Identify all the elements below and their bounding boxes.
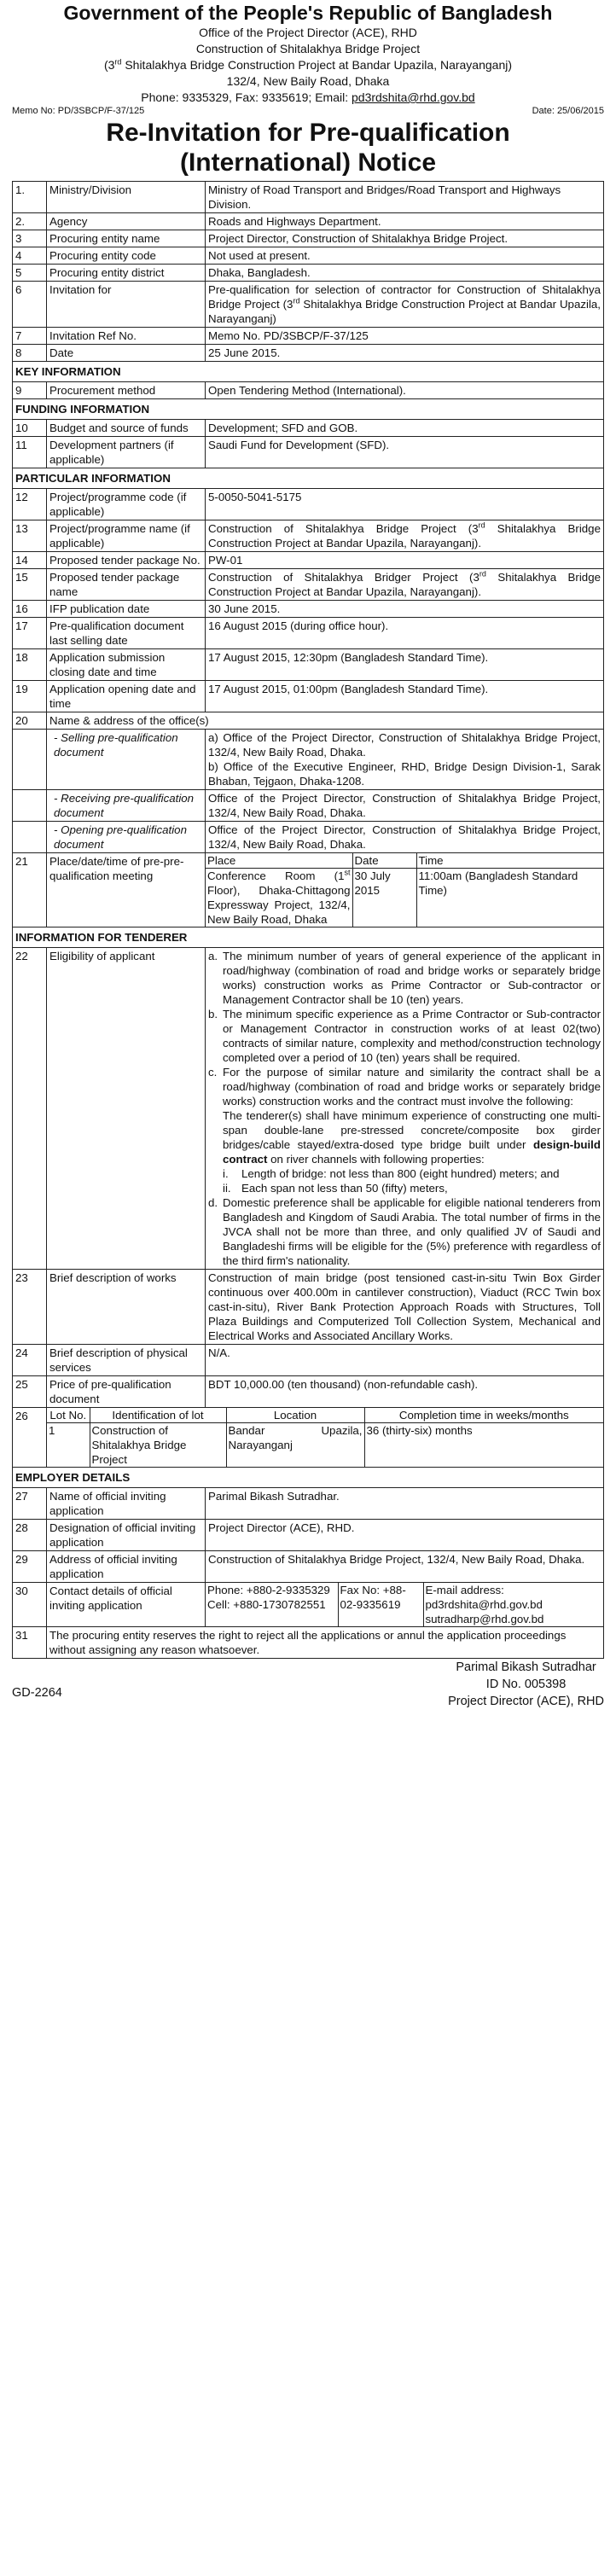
row-value: Construction of Shitalakhya Bridge Project, 132/4, New Baily Road, Dhaka.: [206, 1551, 604, 1583]
value-pre: Construction of Shitalakhya Bridger Project (3: [208, 571, 479, 584]
lot-table: [47, 1408, 603, 1467]
office-line: Office of the Project Director (ACE), RHD: [199, 26, 417, 39]
email-label: E-mail address:: [425, 1584, 504, 1596]
contact-phone: [206, 1583, 338, 1626]
signatory-id: ID No. 005398: [485, 1678, 567, 1691]
table-row: [13, 213, 604, 230]
title-line-1: Re-Invitation for Pre-qualification: [106, 119, 510, 147]
table-row: [13, 790, 604, 822]
row-label: Date: [47, 345, 206, 362]
table-row: [13, 601, 604, 618]
place-sup: st: [344, 868, 351, 877]
table-row: [13, 1376, 604, 1408]
row-label: Price of pre-qualification document: [47, 1376, 206, 1408]
memo-number: Memo No: PD/3SBCP/F-37/125: [12, 106, 145, 116]
row-value: 17 August 2015, 01:00pm (Bangladesh Standard Time).: [206, 681, 604, 712]
meeting-date-header: Date: [352, 853, 416, 869]
row-label: Invitation for: [47, 282, 206, 328]
row-number: 31: [13, 1627, 47, 1659]
location-header: Location: [226, 1408, 364, 1423]
row-label: Project/programme code (if applicable): [47, 489, 206, 520]
row-value: Not used at present.: [206, 247, 604, 265]
notice-title: [12, 118, 604, 177]
row-value: Dhaka, Bangladesh.: [206, 265, 604, 282]
row-label: Application submission closing date and time: [47, 649, 206, 681]
address-line: 132/4, New Baily Road, Dhaka: [226, 74, 390, 88]
row-value: PW-01: [206, 552, 604, 569]
eligibility-item: [208, 1007, 601, 1065]
table-row: [13, 282, 604, 328]
table-row: [13, 489, 604, 520]
row-label: Eligibility of applicant: [47, 948, 206, 1270]
selling-office-b: b) Office of the Executive Engineer, RHD, Bridge Design Division-1, Sarak Bhaban, Tejgaon, Dhaka-1208.: [208, 760, 601, 788]
row-label: - Selling pre-qualification document: [47, 730, 206, 790]
signatory: [448, 1659, 604, 1710]
row-label: - Opening pre-qualification document: [47, 822, 206, 853]
row-label: Place/date/time of pre-pre-qualification meeting: [47, 853, 206, 927]
phone-label: Phone:: [207, 1584, 244, 1596]
table-row: [13, 552, 604, 569]
meeting-table: [206, 853, 603, 927]
meeting-date: 30 July 2015: [352, 869, 416, 927]
row-value: Project Director (ACE), RHD.: [206, 1520, 604, 1551]
row-number: 30: [13, 1583, 47, 1627]
value-post: Shitalakhya Bridge Construction Project at Bandar Upazila, Narayanganj).: [208, 522, 601, 550]
completion-header: Completion time in weeks/months: [364, 1408, 603, 1423]
value-post: Shitalakhya Bridge Construction Project at Bandar Upazila, Narayanganj): [208, 298, 601, 325]
section-title: EMPLOYER DETAILS: [13, 1468, 604, 1488]
row-label: Proposed tender package No.: [47, 552, 206, 569]
item-c-part2: The tenderer(s) shall have minimum experience of constructing one multi-span double-lane pre-stressed concrete/composite box girder bridges/cable stayed/extra-dosed type bridge built under: [223, 1109, 601, 1151]
selling-office-a: a) Office of the Project Director, Construction of Shitalakhya Bridge Project, 132/4, New Baily Road, Dhaka.: [208, 731, 601, 759]
subproject-sup: rd: [114, 57, 122, 67]
section-title: PARTICULAR INFORMATION: [13, 468, 604, 489]
row-value: Office of the Project Director, Construction of Shitalakhya Bridge Project, 132/4, New Baily Road, Dhaka.: [206, 790, 604, 822]
table-row: [13, 182, 604, 213]
item-text: The minimum specific experience as a Prime Contractor or Sub-contractor or Management Contractor in construction works of at least 02(two) contracts of similar nature, complexity and method/construction technology completed over a period of 10 (ten) years shall be required.: [223, 1008, 601, 1064]
row-label: Development partners (if applicable): [47, 437, 206, 468]
subproject-pre: (3: [103, 58, 115, 72]
subproject-post: Shitalakhya Bridge Construction Project at Bandar Upazila, Narayanganj): [121, 58, 513, 72]
cell-number: Cell: +880-1730782551: [207, 1598, 326, 1611]
section-title: KEY INFORMATION: [13, 362, 604, 382]
meeting-time-header: Time: [416, 853, 603, 869]
email-link[interactable]: pd3rdshita@rhd.gov.bd: [352, 90, 475, 104]
identification-header: Identification of lot: [90, 1408, 226, 1423]
table-row: [13, 1345, 604, 1376]
row-number: 25: [13, 1376, 47, 1408]
row-label: Designation of official inviting application: [47, 1520, 206, 1551]
memo-line: [12, 106, 604, 116]
row-label: Brief description of works: [47, 1270, 206, 1345]
eligibility-subitem: [208, 1181, 601, 1195]
table-row: [13, 437, 604, 468]
table-row: [13, 420, 604, 437]
row-number: 19: [13, 681, 47, 712]
row-number: 13: [13, 520, 47, 552]
lot-header: Lot No.: [47, 1408, 90, 1423]
table-row: [13, 649, 604, 681]
item-text: The minimum number of years of general experience of the applicant in road/highway (combination of road and bridge works or separately bridge works) construction works as Prime Contractor or Sub-contractor or Management Contractor shall be 10 (ten) years.: [223, 950, 601, 1006]
item-marker: b.: [208, 1008, 218, 1021]
title-line-2: (International) Notice: [179, 148, 436, 177]
table-row: [13, 1488, 604, 1520]
row-value: The procuring entity reserves the right to reject all the applications or annul the application proceedings without assigning any reason whatsoever.: [47, 1627, 604, 1659]
row-number: 29: [13, 1551, 47, 1583]
item-marker: d.: [208, 1196, 218, 1209]
section-title: INFORMATION FOR TENDERER: [13, 927, 604, 948]
eligibility-item: [208, 949, 601, 1007]
subitem-marker: ii.: [223, 1182, 231, 1195]
signature-block: [0, 1659, 616, 1708]
value-post: Shitalakhya Bridge Construction Project at Bandar Upazila, Narayanganj).: [208, 571, 601, 598]
row-label: Procuring entity code: [47, 247, 206, 265]
row-value: Construction of main bridge (post tensioned cast-in-situ Twin Box Girder continuous over 400.00m in cantilever construction), Viaduct (RCC Twin box cast-in-situ), River Bank Protection Approach Roads with Structures, Toll Plaza Buildings and Computerized Toll Collection System, Mechanical and Electrical Works and Associated Ancillary Works.: [206, 1270, 604, 1345]
contact-email: [423, 1583, 603, 1626]
row-number: 7: [13, 328, 47, 345]
lot-cell: [47, 1408, 604, 1468]
item-c-part1: For the purpose of similar nature and similarity the contract shall be a road/highway (combination of road and bridge works or separately bridge works) construction works and the contract must involve the following:: [223, 1066, 601, 1108]
signatory-designation: Project Director (ACE), RHD: [448, 1695, 604, 1708]
row-value: Parimal Bikash Sutradhar.: [206, 1488, 604, 1520]
fax-number: +88-02-9335619: [340, 1584, 406, 1611]
table-row: [13, 822, 604, 853]
section-heading: [13, 1468, 604, 1488]
table-row: [13, 345, 604, 362]
eligibility-item: [208, 1195, 601, 1268]
row-value: Office of the Project Director, Construction of Shitalakhya Bridge Project, 132/4, New Baily Road, Dhaka.: [206, 822, 604, 853]
table-row: [13, 265, 604, 282]
row-value: Development; SFD and GOB.: [206, 420, 604, 437]
row-label: Agency: [47, 213, 206, 230]
row-number: 26: [13, 1408, 47, 1468]
contact-text: Phone: 9335329, Fax: 9335619; Email:: [141, 90, 352, 104]
section-heading: [13, 468, 604, 489]
row-number: 2.: [13, 213, 47, 230]
row-number: 14: [13, 552, 47, 569]
item-marker: c.: [208, 1066, 218, 1079]
table-row: [13, 1270, 604, 1345]
row-label: Address of official inviting application: [47, 1551, 206, 1583]
notice-table: [12, 181, 604, 1659]
subitem-text: Each span not less than 50 (fifty) meters,: [241, 1182, 448, 1195]
row-value: [206, 569, 604, 601]
row-number: 1.: [13, 182, 47, 213]
subitem-text: Length of bridge: not less than 800 (eight hundred) meters; and: [241, 1167, 560, 1180]
item-c-bold: design-build contract: [223, 1138, 601, 1166]
lot-identification: Construction of Shitalakhya Bridge Project: [90, 1423, 226, 1468]
notice-header: [12, 2, 604, 106]
row-value: Roads and Highways Department.: [206, 213, 604, 230]
row-number: 9: [13, 382, 47, 399]
row-value: BDT 10,000.00 (ten thousand) (non-refundable cash).: [206, 1376, 604, 1408]
row-label: Contact details of official inviting application: [47, 1583, 206, 1627]
value-pre: Construction of Shitalakhya Bridge Project (3: [208, 522, 479, 535]
row-number: 18: [13, 649, 47, 681]
table-row: [13, 1520, 604, 1551]
row-label: Budget and source of funds: [47, 420, 206, 437]
row-label: Brief description of physical services: [47, 1345, 206, 1376]
value-pre: Pre-qualification for selection of contractor for Construction of Shitalakhya Bridge Project (3: [208, 283, 601, 311]
contact-cell: [206, 1583, 604, 1627]
row-number: 6: [13, 282, 47, 328]
row-label: Procurement method: [47, 382, 206, 399]
row-label: Application opening date and time: [47, 681, 206, 712]
row-value: 17 August 2015, 12:30pm (Bangladesh Standard Time).: [206, 649, 604, 681]
row-label: Project/programme name (if applicable): [47, 520, 206, 552]
lot-location: Bandar Upazila, Narayanganj: [226, 1423, 364, 1468]
row-value: [206, 730, 604, 790]
table-row: [13, 382, 604, 399]
eligibility-list: [206, 948, 604, 1270]
contact-fax: [338, 1583, 423, 1626]
row-label: Procuring entity name: [47, 230, 206, 247]
meeting-time: 11:00am (Bangladesh Standard Time): [418, 869, 578, 897]
table-row: [13, 730, 604, 790]
fax-label: Fax No:: [340, 1584, 381, 1596]
row-value: [206, 282, 604, 328]
table-row: [13, 1583, 604, 1627]
row-number: 5: [13, 265, 47, 282]
row-value: [206, 520, 604, 552]
row-number: 24: [13, 1345, 47, 1376]
lot-completion: 36 (thirty-six) months: [366, 1424, 473, 1437]
meeting-place: [206, 869, 352, 927]
value-sup: rd: [479, 569, 486, 579]
government-title: Government of the People's Republic of Bangladesh: [63, 2, 553, 24]
row-label: - Receiving pre-qualification document: [47, 790, 206, 822]
email-address-2[interactable]: sutradharp@rhd.gov.bd: [425, 1613, 544, 1625]
table-row: [13, 247, 604, 265]
table-row: [13, 1627, 604, 1659]
place-post: Floor), Dhaka-Chittagong Expressway Project, 132/4, New Baily Road, Dhaka: [207, 884, 351, 926]
row-label: Ministry/Division: [47, 182, 206, 213]
row-number: 23: [13, 1270, 47, 1345]
meeting-cell: [206, 853, 604, 927]
contact-table: [206, 1583, 603, 1626]
row-number: 3: [13, 230, 47, 247]
row-value: 30 June 2015.: [206, 601, 604, 618]
section-heading: [13, 362, 604, 382]
section-heading: [13, 399, 604, 420]
memo-date: Date: 25/06/2015: [532, 106, 604, 116]
table-row: [13, 681, 604, 712]
subitem-marker: i.: [223, 1167, 229, 1180]
row-number: 22: [13, 948, 47, 1270]
row-number: 28: [13, 1520, 47, 1551]
value-sup: rd: [293, 296, 300, 305]
item-text: [223, 1065, 601, 1166]
row-label: Invitation Ref No.: [47, 328, 206, 345]
phone-number: +880-2-9335329: [246, 1584, 330, 1596]
lot-number: 1: [47, 1423, 90, 1468]
section-title: FUNDING INFORMATION: [13, 399, 604, 420]
table-row: [13, 948, 604, 1270]
table-row: [13, 618, 604, 649]
row-value: N/A.: [206, 1345, 604, 1376]
row-value: Memo No. PD/3SBCP/F-37/125: [206, 328, 604, 345]
row-number: 4: [13, 247, 47, 265]
value-sup: rd: [478, 520, 485, 530]
row-number: 16: [13, 601, 47, 618]
table-row: [13, 328, 604, 345]
row-number: 8: [13, 345, 47, 362]
section-heading: [13, 927, 604, 948]
row-label: Pre-qualification document last selling date: [47, 618, 206, 649]
place-pre: Conference Room (1: [207, 869, 345, 882]
row-value: 25 June 2015.: [206, 345, 604, 362]
row-number: 12: [13, 489, 47, 520]
row-number: 20: [13, 712, 47, 730]
row-value: Saudi Fund for Development (SFD).: [206, 437, 604, 468]
row-label: IFP publication date: [47, 601, 206, 618]
table-row: [13, 853, 604, 927]
row-value: Ministry of Road Transport and Bridges/Road Transport and Highways Division.: [206, 182, 604, 213]
row-label: Name & address of the office(s): [47, 712, 604, 730]
gd-number: GD-2264: [12, 1686, 62, 1700]
table-row: [13, 712, 604, 730]
contact-line: [12, 90, 604, 106]
signatory-name: Parimal Bikash Sutradhar: [456, 1660, 596, 1674]
eligibility-subitem: [208, 1166, 601, 1181]
row-value: Open Tendering Method (International).: [206, 382, 604, 399]
eligibility-item: [208, 1065, 601, 1166]
row-number: 10: [13, 420, 47, 437]
row-label: Name of official inviting application: [47, 1488, 206, 1520]
table-row: [13, 1408, 604, 1468]
row-number: 21: [13, 853, 47, 927]
table-row: [13, 569, 604, 601]
table-row: [13, 1551, 604, 1583]
row-number: 27: [13, 1488, 47, 1520]
item-marker: a.: [208, 950, 218, 962]
row-label: Procuring entity district: [47, 265, 206, 282]
item-c-part3: on river channels with following properties:: [267, 1153, 485, 1166]
row-label: Proposed tender package name: [47, 569, 206, 601]
subproject-line: [12, 57, 604, 73]
row-number: 15: [13, 569, 47, 601]
item-text: Domestic preference shall be applicable for eligible national tenderers from Bangladesh and Kingdom of Saudi Arabia. The total number of firms in the JVCA shall not be more than three, and only qualified JV of Saudi and Bangladeshi firms will be eligible for the (5%) preference with regardless of the third firm's nationality.: [223, 1196, 601, 1267]
project-line: Construction of Shitalakhya Bridge Project: [195, 42, 421, 55]
table-row: [13, 230, 604, 247]
row-number: 11: [13, 437, 47, 468]
row-value: 5-0050-5041-5175: [206, 489, 604, 520]
email-address-1[interactable]: pd3rdshita@rhd.gov.bd: [425, 1598, 543, 1611]
meeting-place-header: Place: [206, 853, 352, 869]
row-number: 17: [13, 618, 47, 649]
row-value: 16 August 2015 (during office hour).: [206, 618, 604, 649]
table-row: [13, 520, 604, 552]
row-value: Project Director, Construction of Shitalakhya Bridge Project.: [206, 230, 604, 247]
